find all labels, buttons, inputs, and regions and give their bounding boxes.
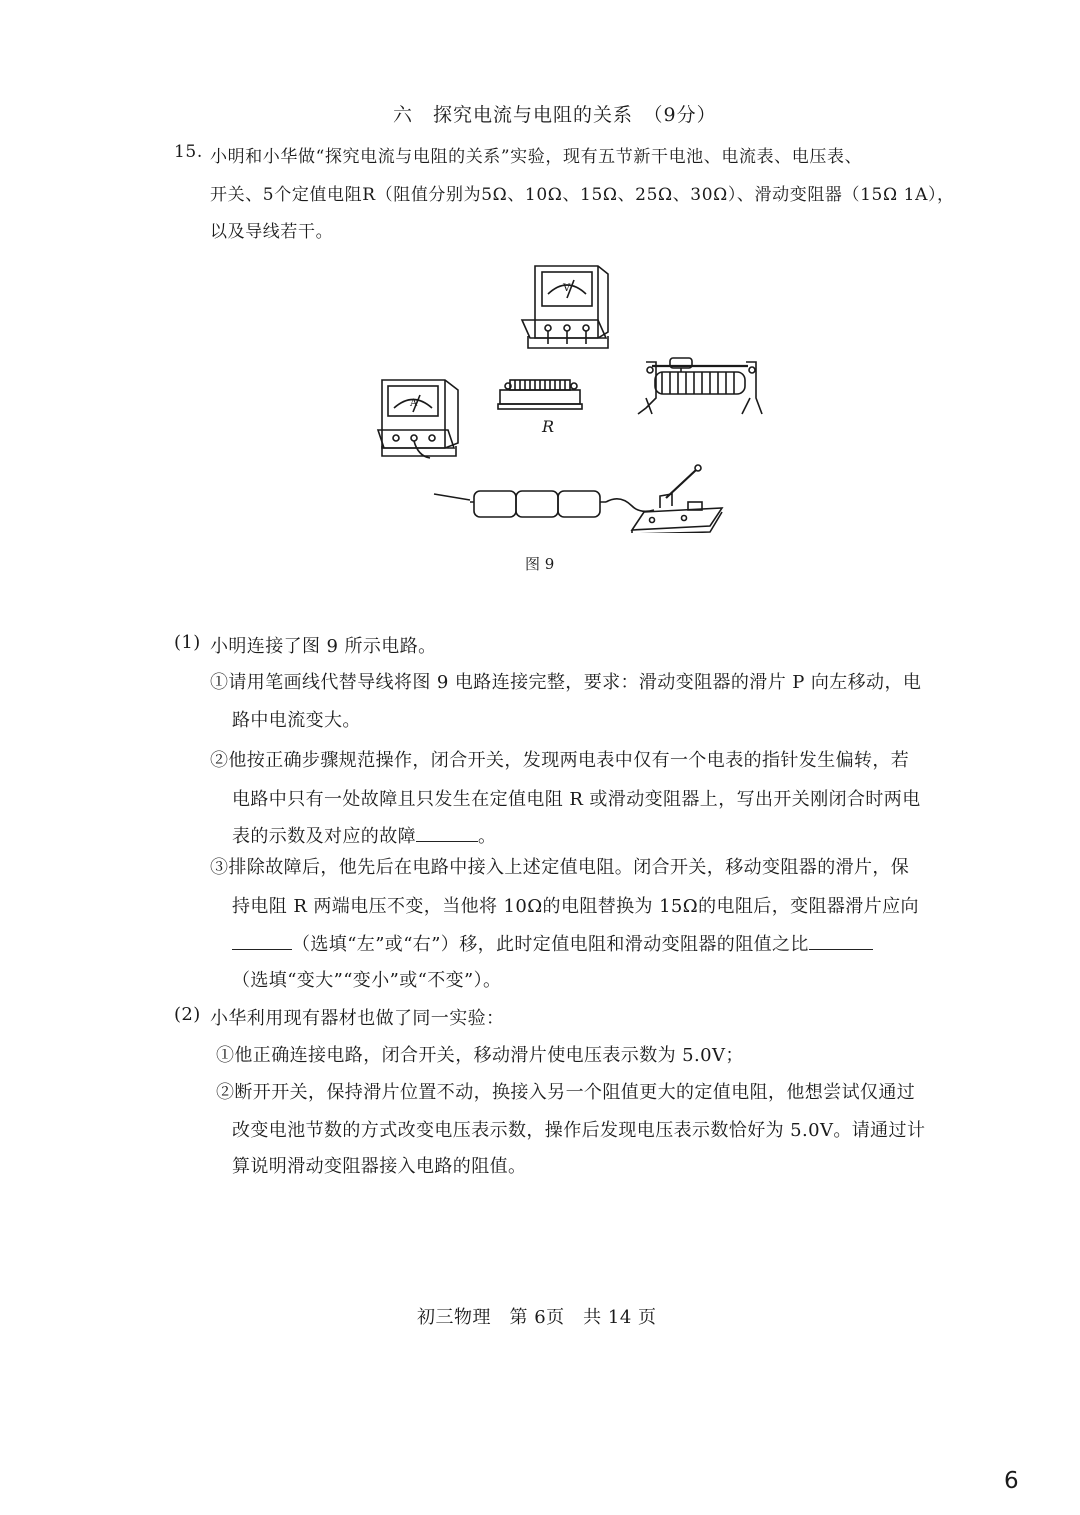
question-number: 15. [174,142,203,162]
part2-label: (2) [174,1004,201,1025]
figure-9 [370,258,770,533]
voltmeter-letter: V [563,283,571,294]
part1-text: 小明连接了图 9 所示电路。 [210,636,437,657]
question-intro-line-3: 以及导线若干。 [210,222,334,242]
part1-sub2-line1: ②他按正确步骤规范操作，闭合开关，发现两电表中仅有一个电表的指针发生偏转，若 [210,750,910,771]
part1-sub2-line3 [232,822,496,848]
page-footer: 初三物理 第 6页 共 14 页 [417,1307,657,1328]
page-number: 6 [1004,1468,1019,1494]
battery-pack-drawing [434,491,654,517]
answer-blank-3[interactable] [809,935,873,950]
answer-blank-1[interactable] [416,827,478,842]
part1-sub3-line3 [232,930,873,956]
ammeter-letter: A [410,398,418,409]
part1-sub3-line4: （选填“变大”“变小”或“不变”）。 [232,970,502,991]
part1-sub2-line2: 电路中只有一处故障且只发生在定值电阻 R 或滑动变阻器上，写出开关刚闭合时两电 [232,789,921,810]
part1-sub3-line2: 持电阻 R 两端电压不变，当他将 10Ω的电阻替换为 15Ω的电阻后，变阻器滑片应向 [232,896,919,917]
figure-caption: 图 9 [525,555,555,573]
part2-sub2-line2: 改变电池节数的方式改变电压表示数，操作后发现电压表示数恰好为 5.0V。请通过计 [232,1120,926,1141]
voltmeter-drawing [522,266,608,348]
ammeter-drawing [378,380,458,458]
part1-sub1-line2: 路中电流变大。 [232,710,361,731]
part1-sub2-line3-end: 。 [478,826,497,847]
rheostat-drawing [638,358,762,414]
part1-sub3-line3-text: （选填“左”或“右”）移，此时定值电阻和滑动变阻器的阻值之比 [292,934,809,955]
resistor-label: R [542,417,555,436]
section-title: 六 探究电流与电阻的关系 （9分） [393,104,717,126]
part1-label: (1) [174,632,201,653]
part2-text: 小华利用现有器材也做了同一实验： [210,1008,505,1029]
part1-sub1-line1: ①请用笔画线代替导线将图 9 电路连接完整，要求：滑动变阻器的滑片 P 向左移动，电 [210,672,922,693]
switch-drawing [632,465,722,533]
resistor-drawing [498,380,582,409]
part2-sub2-line3: 算说明滑动变阻器接入电路的阻值。 [232,1156,527,1177]
part1-sub3-line1: ③排除故障后，他先后在电路中接入上述定值电阻。闭合开关，移动变阻器的滑片，保 [210,857,910,878]
part2-sub2-line1: ②断开开关，保持滑片位置不动，换接入另一个阻值更大的定值电阻，他想尝试仅通过 [216,1082,916,1103]
part1-sub2-line3-text: 表的示数及对应的故障 [232,826,416,847]
answer-blank-2[interactable] [232,935,292,950]
question-intro-line-2: 开关、5个定值电阻R（阻值分别为5Ω、10Ω、15Ω、25Ω、30Ω）、滑动变阻器（15Ω 1A）， [210,185,955,205]
question-intro-line-1: 小明和小华做“探究电流与电阻的关系”实验，现有五节新干电池、电流表、电压表、 [210,147,863,167]
part2-sub1: ①他正确连接电路，闭合开关，移动滑片使电压表示数为 5.0V； [216,1045,744,1066]
